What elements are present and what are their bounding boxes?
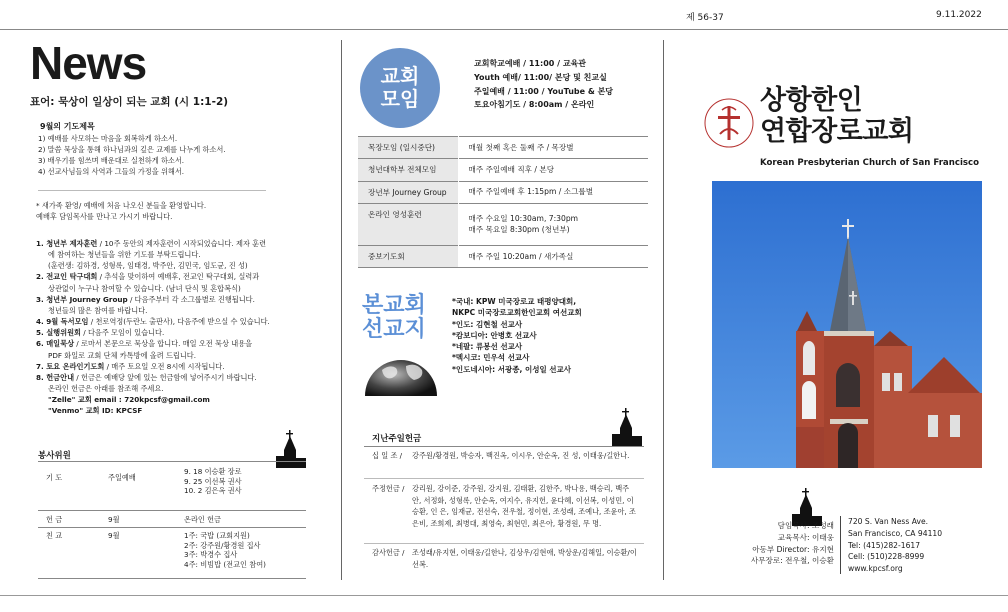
notice-item [36,316,270,327]
offering-title: 지난주일헌금 [372,434,422,444]
staff-role: 기 도 [46,473,63,482]
mission-line: *국내: KPW 미국장로교 태평양대회, [452,297,577,306]
staff-person: 10. 2 김은옥 권사 [184,486,242,496]
meeting-time: 매주 주일 10:20am / 새가족실 [458,245,648,267]
staff-person: 9. 18 이승환 장로 [184,467,242,476]
notice-heading: 4. 9월 독서모임 [36,317,89,327]
notice-cont: 청년들의 많은 참여를 바랍니다. [48,305,148,315]
staff-person: 4주: 비빔밥 (전교인 참여) [184,560,266,570]
staff-person: 3주: 박경수 집사 [184,550,238,560]
page-header [0,0,1008,30]
table-row [358,203,648,245]
meeting-time-line: 매주 수요일 10:30am, 7:30pm [468,213,579,223]
church-name-korean [760,86,914,147]
issue-date: 9.11.2022 [936,10,982,20]
notice-cont: (훈련생: 김하경, 성형록, 임태경, 박주안, 김민국, 임도균, 진 성) [48,261,248,271]
notice-heading: 5. 실행위원회 [36,328,81,338]
news-title: News [30,37,147,89]
notice-item [36,271,270,282]
notice-heading: 3. 청년부 Journey Group [36,294,128,304]
offering-row-thanks [364,547,644,575]
meeting-name: 온라인 영성훈련 [358,203,458,245]
table-row [358,159,648,181]
mission-badge [362,294,426,342]
meeting-time: 매주 주일예배 후 1:15pm / 소그룹별 [458,181,648,203]
offering-row-weekly [364,483,644,545]
staff-service: 9월 [108,531,120,540]
staff-row-fellowship [38,531,306,577]
badge-line: 선교지 [362,316,426,342]
cell-line: Cell: (510)228-8999 [848,552,925,562]
notice-heading: 7. 토요 온라인기도회 [36,361,105,371]
meeting-time: 매주 주일예배 직후 / 본당 [458,159,648,181]
mission-line: *멕시코: 민우석 선교사 [452,353,530,363]
prayer-item: 1) 예배를 사모하는 마음을 회복하게 하소서. [38,134,178,143]
worship-badge [360,48,440,128]
notice-cont: 상관없이 누구나 참여할 수 있습니다. (남녀 단식 및 혼합복식) [48,283,241,293]
offering-row-tithe [364,450,644,478]
meeting-name: 중보기도회 [358,245,458,267]
staff-line: 사무장로: 전우철, 이승환 [750,556,834,566]
prayer-item: 3) 배우기를 힘쓰며 배운대로 실천하게 하소서. [38,156,185,166]
meeting-time-line: 매주 목요일 8:30pm (청년부) [468,225,570,235]
volunteers-title: 봉사위원 [38,451,71,461]
staff-service: 주일예배 [108,473,136,482]
meeting-time: 매월 첫째 혹은 둘째 주 / 목장별 [458,137,648,159]
zelle-info: "Zelle" 교회 email : 720kpcsf@gmail.com [48,395,210,405]
prayer-item: 2) 말씀 묵상을 통해 하나님과의 깊은 교제를 나누게 하소서. [38,145,226,155]
offering-label: 주정헌금 / [372,484,405,493]
meeting-name: 목장모임 (일시중단) [358,137,458,159]
badge-line: 본교회 [362,293,426,318]
notice-cont: PDF 화일로 교회 단체 카톡방에 올려 드립니다. [48,350,197,360]
divider [38,510,306,511]
notice-heading: 1. 청년부 제자훈련 [36,239,98,248]
worship-times [474,57,613,112]
divider [38,527,306,528]
offering-names: 조성래/유지현, 이태웅/길한나, 김상우/김현애, 박상운/김해일, 이승환/이선복. [412,548,637,569]
notice-cont: 온라인 헌금은 아래를 참조해 주세요. [48,384,164,394]
mission-line: *인도네시아: 서광종, 이성일 선교사 [452,364,572,374]
notice-item [36,327,270,338]
offering-names: 강리원, 강이준, 강주원, 강지원, 김태환, 김한주, 박나용, 백승리, 백주안, 서정화, 성형록, 안순옥, 여지수, 유지헌, 윤다혜, 이선복, 이성민, 이승환, 인 은, 임재균, 전선숙, 전우철, 정이현, 조성래, 조예나, 조윤아, 조은비, 조희제, 최병대, 최영숙, 최현민, 최은아, 황경원, 무 명. [412,484,636,528]
presbyterian-logo [702,96,756,154]
church-name-line: 연합장로교회 [760,115,914,147]
header-rule [0,29,1008,30]
offering-label: 감사헌금 / [372,548,405,557]
divider [364,543,644,544]
venmo-info: "Venmo" 교회 ID: KPCSF [48,406,143,416]
staff-line: 아동부 Director: 유지현 [752,544,834,554]
welcome-line: * 새가족 환영/ 예배에 처음 나오신 분들을 환영합니다. [36,201,207,210]
column-divider-left [341,40,342,580]
church-steeple-icon [610,408,642,446]
column-divider-right [663,40,664,580]
mission-list [452,296,582,375]
notice-heading: 6. 매일묵상 [36,339,75,349]
globe-icon [362,340,440,400]
badge-line: 모임 [380,87,420,111]
city-line: San Francisco, CA 94110 [848,528,943,538]
mission-line: *캄보디아: 안병호 선교사 [452,330,537,340]
divider [38,190,266,191]
issue-number: 제 56-37 [686,13,724,23]
badge-line: 교회 [380,64,420,88]
notice-text: / 다음주 모임이 있습니다. [80,328,165,338]
contact-divider [840,516,841,574]
offering-names: 강주원/황경원, 박승자, 백진옥, 이시우, 안순옥, 진 성, 이태웅/길한나. [412,451,630,460]
church-name-line: 상항한인 [760,85,863,116]
notice-text: / 천로역정(두란노 출판사), 다음주에 받으실 수 있습니다. [88,317,270,327]
staff-service: 9월 [108,515,120,524]
mission-line: *네팔: 류봉선 선교사 [452,342,523,351]
offering-label: 십 일 조 / [372,451,403,460]
notice-item [36,338,270,349]
welcome-line: 예배후 담임목사를 만나고 가시기 바랍니다. [36,212,173,222]
notice-item [36,294,270,305]
church-name-english: Korean Presbyterian Church of San Francisco [760,158,979,168]
church-motto: 표어: 묵상이 일상이 되는 교회 (시 1:1-2) [30,96,229,108]
staff-people [184,531,266,570]
notice-text: / 다음주부터 각 소그룹별로 진행됩니다. [127,294,255,304]
table-row [358,137,648,159]
pastoral-staff [736,520,834,567]
staff-role: 헌 금 [46,515,63,524]
table-row [358,181,648,203]
church-steeple-icon [274,430,306,468]
prayer-topics-list [38,133,226,178]
prayer-topics-title: 9월의 기도제목 [40,122,95,131]
notice-text: / 추석을 맞이하여 예배후, 전교인 탁구대회, 실력과 [97,272,260,282]
staff-person: 9. 25 이선복 권사 [184,476,242,486]
divider [364,446,644,447]
worship-line: 토요아침기도 / 8:00am / 온라인 [474,100,595,110]
notice-heading: 8. 헌금안내 [36,372,75,382]
divider [364,478,644,479]
staff-row-prayer [38,467,306,509]
worship-line: Youth 예배/ 11:00/ 본당 및 친교실 [474,72,607,82]
church-contact-info [848,516,942,575]
worship-line: 주일예배 / 11:00 / YouTube & 본당 [474,86,614,96]
meeting-schedule-table [358,136,648,268]
staff-line: 담임목사: 조성래 [777,521,834,530]
meeting-time [458,203,648,245]
address-line: 720 S. Van Ness Ave. [848,517,929,526]
divider [38,578,306,579]
notice-list [36,238,270,417]
notice-text: / 로마서 본문으로 묵상을 합니다. 매일 오전 묵상 내용을 [74,339,253,349]
mission-line: NKPC 미국장로교회한인교회 여선교회 [452,308,582,318]
mission-line: *인도: 김현철 선교사 [452,319,523,329]
notice-item [36,361,270,372]
staff-person: 1주: 국밥 (교회지원) [184,531,250,540]
staff-person: 온라인 헌금 [184,515,222,524]
meeting-name: 장년부 Journey Group [358,181,458,203]
notice-text: / 10주 동안의 제자훈련이 시작되었습니다. 제자 훈련 [97,239,267,248]
notice-text: / 매주 토요일 오전 8시에 시작됩니다. [104,361,225,371]
worship-line: 교회학교예배 / 11:00 / 교육관 [474,59,587,68]
prayer-item: 4) 선교사님들의 사역과 그들의 가정을 위해서. [38,167,185,177]
notice-text: / 헌금은 예배당 앞에 있는 헌금함에 넣어주시기 바랍니다. [74,372,257,382]
footer-rule [0,595,1008,596]
notice-heading: 2. 전교인 탁구대회 [36,272,98,282]
staff-line: 교육목사: 이태웅 [777,532,834,542]
notice-item [36,372,270,383]
phone-line: Tel: (415)282-1617 [848,540,921,550]
website-link[interactable]: www.kpcsf.org [848,564,903,574]
church-building-photo [712,181,982,468]
divider [38,461,306,462]
staff-people [184,467,242,496]
notice-item [36,238,270,249]
meeting-name: 청년대학부 전체모임 [358,159,458,181]
staff-person: 2주: 강주원/황경원 집사 [184,540,261,550]
welcome-notice [36,200,206,222]
staff-role: 친 교 [46,531,63,540]
table-row [358,245,648,267]
notice-cont: 에 참여하는 청년들을 위한 기도를 부탁드립니다. [48,250,201,260]
